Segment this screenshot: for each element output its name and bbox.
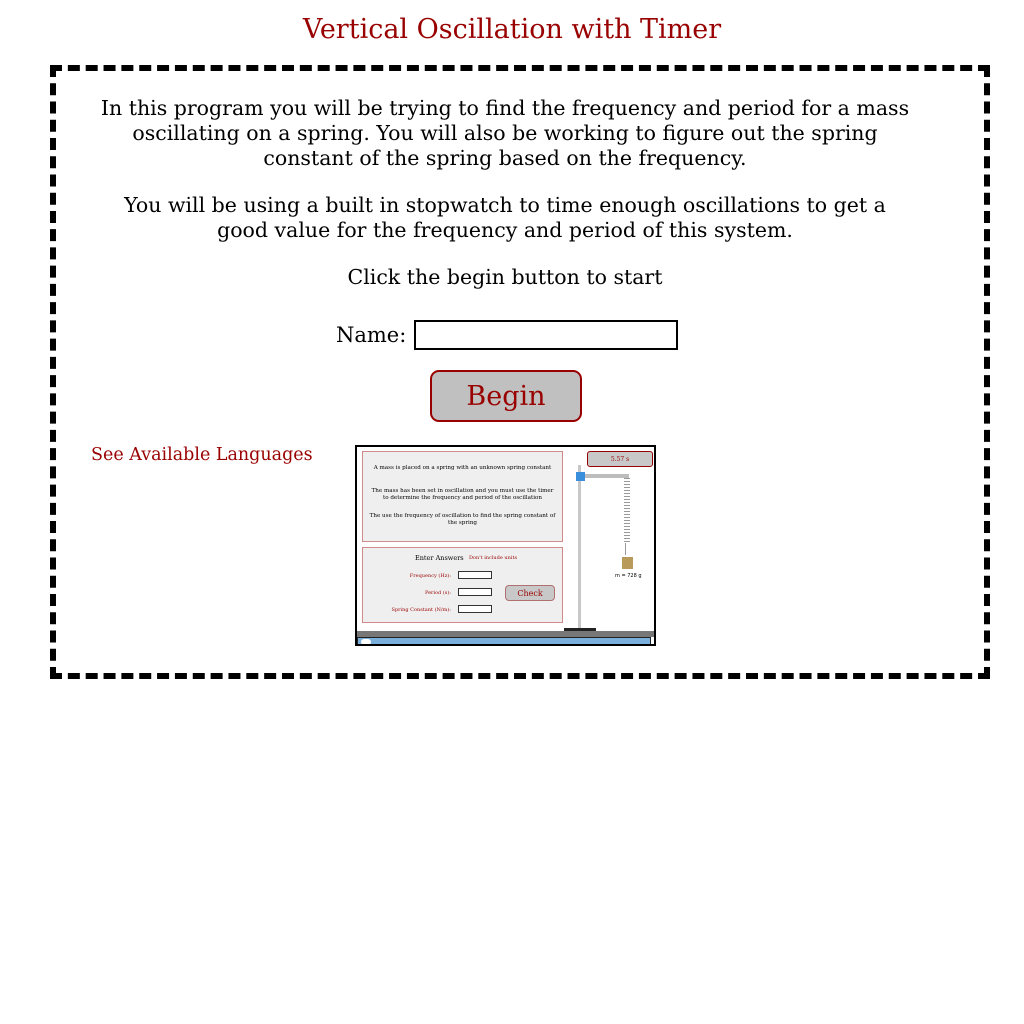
intro-paragraph-2: You will be using a built in stopwatch to time enough oscillations to get a good value for the frequency and period of this system.: [124, 193, 886, 242]
name-input[interactable]: [414, 320, 678, 350]
preview-answers-title: Enter Answers: [415, 554, 464, 562]
preview-description-panel: [362, 451, 563, 542]
preview-frequency-label: Frequency (Hz):: [409, 573, 451, 579]
instruction-text: Click the begin button to start: [347, 265, 663, 289]
preview-timer: 5.57 s: [587, 451, 653, 467]
preview-check-button: Check: [505, 585, 555, 601]
floor: [357, 637, 651, 646]
languages-link[interactable]: See Available Languages: [91, 445, 313, 465]
preview-period-field: [458, 588, 492, 596]
stand-clamp: [576, 472, 585, 481]
preview-answers-panel: [362, 547, 563, 623]
stand-pole: [578, 465, 581, 631]
preview-desc-3: The use the frequency of oscillation to find the spring constant of the spring: [369, 513, 556, 526]
preview-desc-1: A mass is placed on a spring with an unknown spring constant: [373, 465, 552, 471]
preview-spring-constant-field: [458, 605, 492, 613]
preview-answers-note: Don't include units: [469, 555, 518, 561]
mass-block: [622, 557, 633, 569]
preview-frequency-field: [458, 571, 492, 579]
spring-icon: [624, 478, 630, 542]
preview-desc-2: The mass has been set in oscillation and you must use the timer to determine the frequency and period of the oscillation: [371, 488, 554, 501]
name-row: [336, 320, 678, 350]
page-title: Vertical Oscillation with Timer: [302, 14, 722, 45]
intro-paragraph-1: In this program you will be trying to find the frequency and period for a mass oscillating on a spring. You will also be working to figure out the spring constant of the spring based on the frequency.: [100, 96, 910, 170]
begin-button[interactable]: Begin: [430, 370, 582, 422]
hook-icon: [625, 543, 629, 555]
preview-period-label: Period (s):: [424, 590, 451, 596]
stand-arm: [582, 474, 629, 478]
name-label: Name:: [336, 323, 407, 347]
preview-spring-constant-label: Spring Constant (N/m):: [391, 607, 451, 613]
simulation-preview: [355, 445, 656, 646]
license-badge-icon: [361, 639, 371, 645]
mass-label: m = 728 g: [615, 573, 642, 579]
